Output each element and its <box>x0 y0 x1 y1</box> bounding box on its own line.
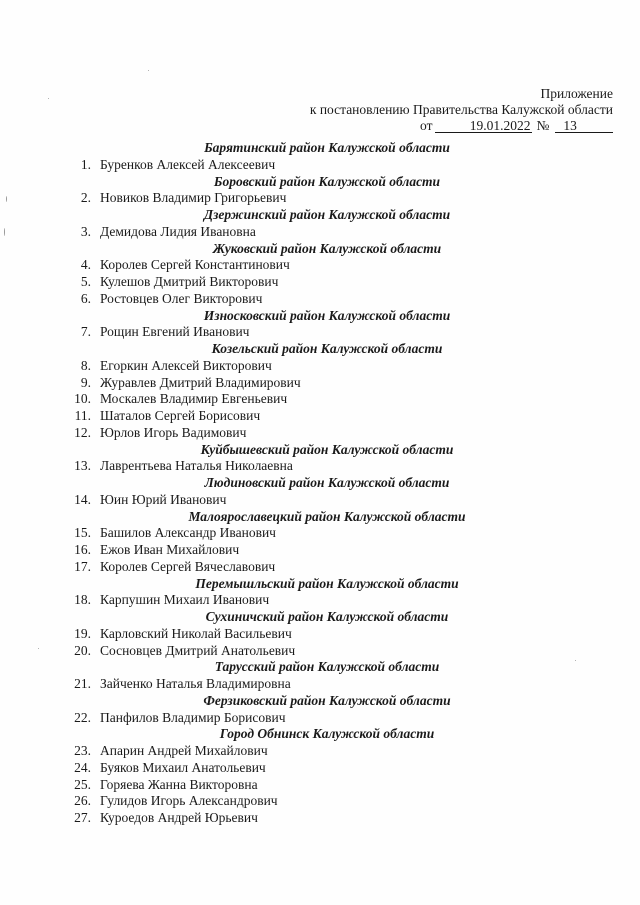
number-value: 13 <box>555 119 613 133</box>
person-name: Егоркин Алексей Викторович <box>100 357 272 373</box>
district-list <box>0 140 640 827</box>
item-number: 18. <box>74 592 91 608</box>
district-heading: Ферзиковский район Калужской области <box>203 692 451 708</box>
district-heading: Козельский район Калужской области <box>211 341 443 356</box>
district-heading: Дзержинский район Калужской области <box>203 207 451 222</box>
list-item <box>0 710 640 727</box>
list-item <box>0 810 640 827</box>
date-value: 19.01.2022 <box>435 119 532 133</box>
scan-speck <box>38 648 39 649</box>
item-number: 1. <box>80 156 91 172</box>
list-item <box>0 793 640 810</box>
person-name: Зайченко Наталья Владимировна <box>100 676 291 691</box>
item-number: 16. <box>74 542 91 557</box>
item-number: 10. <box>74 391 91 407</box>
person-name: Буренков Алексей Алексеевич <box>100 156 276 172</box>
person-name: Башилов Александр Иванович <box>100 525 276 541</box>
person-name: Куроедов Андрей Юрьевич <box>100 810 258 825</box>
list-item <box>0 157 640 174</box>
person-name: Гулидов Игорь Александрович <box>100 793 278 809</box>
item-number: 25. <box>74 776 91 792</box>
list-item <box>0 492 640 509</box>
district-heading: Тарусский район Калужской области <box>214 659 440 675</box>
item-number: 4. <box>80 257 91 273</box>
item-number: 26. <box>74 793 91 809</box>
person-name: Панфилов Владимир Борисович <box>100 709 286 725</box>
scan-speck <box>575 660 576 661</box>
list-item <box>0 408 640 425</box>
list-item <box>0 760 640 777</box>
list-item <box>0 592 640 609</box>
item-number: 14. <box>74 491 91 507</box>
district-heading: Куйбышевский район Калужской области <box>200 441 454 457</box>
item-number: 23. <box>74 743 91 758</box>
list-item <box>0 274 640 291</box>
item-number: 9. <box>80 374 91 390</box>
list-item <box>0 324 640 341</box>
item-number: 12. <box>74 424 91 440</box>
district-heading: Людиновский район Калужской области <box>204 475 450 490</box>
person-name: Новиков Владимир Григорьевич <box>100 190 287 206</box>
list-item <box>0 559 640 576</box>
list-item <box>0 425 640 442</box>
list-item <box>0 224 640 241</box>
item-number: 20. <box>74 642 91 658</box>
district-heading: Барятинский район Калужской области <box>204 140 450 155</box>
district-heading: Боровский район Калужской области <box>213 173 441 189</box>
person-name: Апарин Андрей Михайлович <box>100 743 268 758</box>
district-heading: Жуковский район Калужской области <box>212 240 442 256</box>
list-item <box>0 375 640 392</box>
list-item <box>0 777 640 794</box>
item-number: 13. <box>74 458 91 474</box>
district-heading: Сухиничский район Калужской области <box>205 609 449 624</box>
item-number: 6. <box>80 290 91 306</box>
scan-speck <box>6 196 7 202</box>
number-label: № <box>536 118 550 133</box>
item-number: 2. <box>80 190 91 206</box>
person-name: Карловский Николай Васильевич <box>100 625 292 641</box>
person-name: Сосновцев Дмитрий Анатольевич <box>100 642 296 658</box>
date-label: от <box>420 118 433 133</box>
person-name: Рощин Евгений Иванович <box>100 324 250 340</box>
item-number: 27. <box>74 810 91 825</box>
person-name: Буяков Михаил Анатольевич <box>100 759 266 775</box>
item-number: 8. <box>80 357 91 373</box>
person-name: Юрлов Игорь Вадимович <box>100 424 247 440</box>
scan-speck <box>48 98 49 99</box>
appendix-title: Приложение <box>540 86 613 101</box>
item-number: 17. <box>74 558 91 574</box>
person-name: Кулешов Дмитрий Викторович <box>100 274 279 289</box>
item-number: 5. <box>80 274 91 289</box>
person-name: Королев Сергей Вячеславович <box>100 558 276 574</box>
list-item <box>0 743 640 760</box>
district-heading: Перемышльский район Калужской области <box>195 575 459 591</box>
person-name: Королев Сергей Константинович <box>100 257 290 273</box>
district-heading: Малоярославецкий район Калужской области <box>188 508 466 524</box>
scan-speck <box>148 70 149 71</box>
person-name: Горяева Жанна Викторовна <box>100 776 258 792</box>
list-item <box>0 676 640 693</box>
person-name: Демидова Лидия Ивановна <box>100 223 256 239</box>
scan-speck <box>4 228 5 236</box>
person-name: Москалев Владимир Евгеньевич <box>100 391 288 407</box>
item-number: 7. <box>80 324 91 340</box>
item-number: 15. <box>74 525 91 541</box>
district-heading: Город Обнинск Калужской области <box>219 726 435 742</box>
item-number: 21. <box>74 676 91 691</box>
list-item <box>0 525 640 542</box>
list-item <box>0 391 640 408</box>
person-name: Ростовцев Олег Викторович <box>100 290 263 306</box>
list-item <box>0 291 640 308</box>
item-number: 3. <box>80 223 91 239</box>
list-item <box>0 358 640 375</box>
list-item <box>0 458 640 475</box>
list-item <box>0 626 640 643</box>
decree-reference: к постановлению Правительства Калужской области <box>309 102 613 117</box>
item-number: 22. <box>74 709 91 725</box>
person-name: Юин Юрий Иванович <box>100 491 227 507</box>
person-name: Ежов Иван Михайлович <box>100 542 240 557</box>
date-number-line <box>420 118 613 134</box>
list-item <box>0 190 640 207</box>
list-item <box>0 542 640 559</box>
person-name: Карпушин Михаил Иванович <box>100 592 270 608</box>
list-item <box>0 257 640 274</box>
person-name: Лаврентьева Наталья Николаевна <box>100 458 293 474</box>
district-heading: Износковский район Калужской области <box>203 307 451 323</box>
item-number: 24. <box>74 759 91 775</box>
item-number: 11. <box>74 408 91 423</box>
person-name: Шаталов Сергей Борисович <box>100 408 261 423</box>
person-name: Журавлев Дмитрий Владимирович <box>100 374 301 390</box>
list-item <box>0 643 640 660</box>
item-number: 19. <box>74 625 91 641</box>
